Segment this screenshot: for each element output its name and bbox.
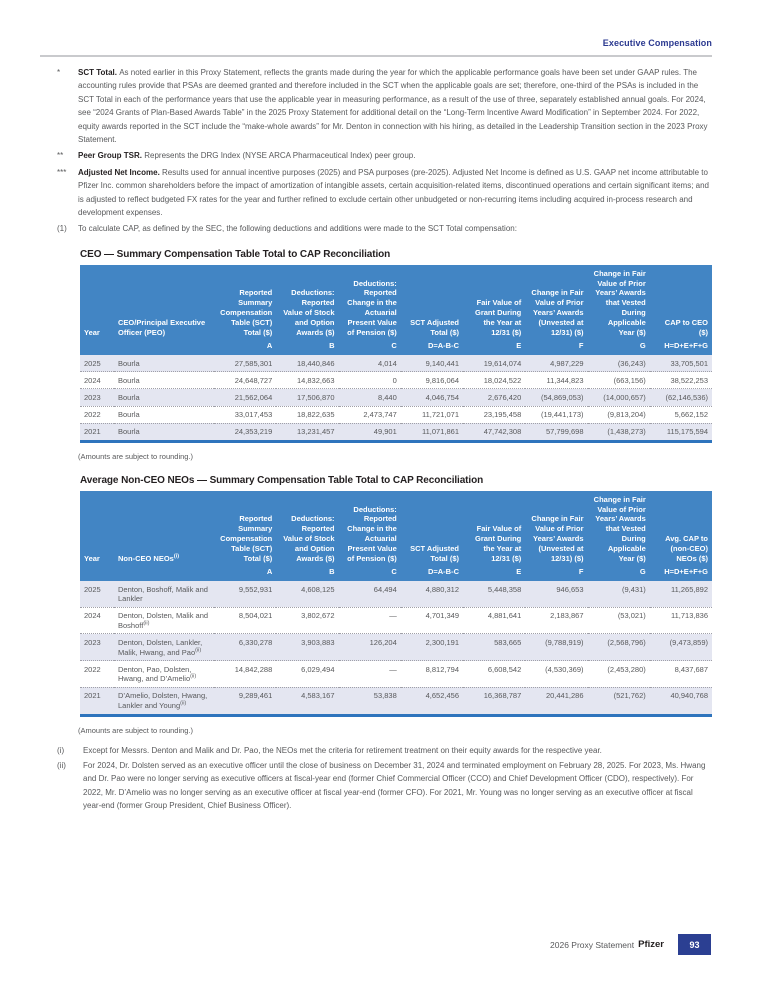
page-footer (550, 934, 711, 955)
value-cell: 53,838 (339, 687, 401, 715)
table-row (80, 607, 712, 634)
value-cell: (9,788,919) (525, 634, 587, 661)
section-label: Executive Compensation (602, 38, 712, 48)
table-row (80, 661, 712, 688)
value-cell: 9,140,441 (425, 358, 459, 368)
value-cell: (9,431) (621, 584, 646, 594)
column-header-avg-cap: Avg. CAP to (non-CEO) NEOs ($) (650, 491, 712, 567)
page-number-badge: 93 (678, 934, 711, 955)
footnote-body: Except for Messrs. Denton and Malik and Dr. Pao, the NEOs met the criteria for retirement treatment on their equity awards for the respective year. (83, 745, 602, 755)
value-cell: 5,448,358 (487, 584, 522, 594)
footnote-ii (40, 759, 712, 813)
value-cell: 33,705,501 (670, 358, 708, 368)
footnote-text (78, 222, 712, 235)
column-header-year: Year (80, 265, 114, 341)
value-cell: 18,822,635 (276, 406, 338, 423)
value-cell: 27,585,301 (234, 358, 273, 368)
column-letter-b: B (276, 566, 338, 581)
neo-names-cell (114, 581, 214, 607)
value-cell: 946,653 (556, 584, 584, 594)
footnote-body: As noted earlier in this Proxy Statement, reflects the grants made during the year for which the applicable performance goals have been set under GAAP rules. The accounting rules provide that PSAs are deemed granted and therefore included in the SCT when the applicable goals are set; therefore, one-third of the PSAs is included in the SCT Total in each of the performance years that use the applicable year in measuring performance, as a result of the use of three, separately established annual goals. For 2024, see “2024 Grants of Plan-Based Awards Table” in the 2025 Proxy Statement for additional detail on the “Long-Term Incentive Award Modification” in September 2024. For 2022, equity awards reported in the SCT include the “make-whole awards” for Mr. Denton in connection with his hiring, as detailed in the Leadership Transition section in the 2023 Proxy Statement. (78, 68, 708, 145)
column-header-sct-total: Reported Summary Compensation Table (SCT) Total ($) (214, 491, 276, 567)
column-header-neos (114, 491, 214, 567)
column-letter-g: G (588, 566, 650, 581)
column-header-deductions-awards: Deductions: Reported Value of Stock and Option Awards ($) (276, 265, 338, 341)
column-letter-d: D=A-B-C (401, 566, 463, 581)
value-cell: 11,071,861 (401, 423, 463, 441)
ceo-table-letter-row (80, 340, 712, 355)
footnote-sct-total (40, 66, 712, 146)
footer-brand-pfizer: Pfizer (638, 939, 664, 950)
year-cell: 2024 (80, 372, 114, 389)
value-cell: 115,175,594 (650, 423, 712, 441)
column-header-deductions-awards: Deductions: Reported Value of Stock and Option Awards ($) (276, 491, 338, 567)
column-letter (114, 566, 214, 581)
header-rule (40, 55, 712, 57)
footnote-i (40, 744, 712, 757)
year-cell: 2025 (84, 358, 101, 368)
value-cell: 8,440 (339, 389, 401, 406)
table-row (80, 581, 712, 607)
ceo-table-title: CEO — Summary Compensation Table Total to CAP Reconciliation (80, 248, 391, 260)
column-header-change-vested: Change in Fair Value of Prior Years’ Awards that Vested During Applicable Year ($) (588, 265, 650, 341)
column-letter-e: E (463, 566, 525, 581)
footnote-marker: *** (57, 167, 67, 177)
value-cell: (1,438,273) (588, 423, 650, 441)
table-row (80, 355, 712, 372)
column-header-change-unvested: Change in Fair Value of Prior Years’ Awards (Unvested at 12/31) ($) (525, 265, 587, 341)
neo-names: Denton, Dolsten, Malik and Boshoff (118, 611, 209, 630)
column-header-fair-value-grant: Fair Value of Grant During the Year at 12/31 ($) (463, 265, 525, 341)
value-cell: 47,742,308 (463, 423, 525, 441)
column-header-year: Year (80, 491, 114, 567)
value-cell: (36,243) (617, 358, 646, 368)
peo-name-cell: Bourla (118, 358, 140, 368)
value-cell: 9,552,931 (238, 584, 273, 594)
value-cell: 2,183,867 (525, 607, 587, 634)
neo-cap-table (80, 491, 712, 717)
value-cell: 4,608,125 (301, 584, 335, 594)
column-header-cap: CAP to CEO ($) (650, 265, 712, 341)
column-header-sct-adjusted: SCT Adjusted Total ($) (401, 265, 463, 341)
column-header-sct-total: Reported Summary Compensation Table (SCT) Total ($) (214, 265, 276, 341)
value-cell: 8,504,021 (214, 607, 276, 634)
value-cell: (2,568,796) (588, 634, 650, 661)
table-row (80, 634, 712, 661)
neo-names-cell (114, 607, 214, 634)
value-cell: — (339, 661, 401, 688)
footnote-label: SCT Total. (78, 68, 120, 77)
column-letter (114, 340, 214, 355)
value-cell: 4,652,456 (401, 687, 463, 715)
value-cell: 3,802,672 (276, 607, 338, 634)
value-cell: 38,522,253 (650, 372, 712, 389)
value-cell: 4,046,754 (401, 389, 463, 406)
value-cell: 11,713,836 (650, 607, 712, 634)
table-row (80, 372, 712, 389)
neo-names: D’Amelio, Dolsten, Hwang, Lankler and Young (118, 691, 208, 710)
column-letter-c: C (339, 566, 401, 581)
footnote-marker: ** (57, 151, 64, 161)
value-cell: 6,608,542 (463, 661, 525, 688)
footnote-ref-sup: (ii) (190, 673, 197, 680)
column-letter (80, 566, 114, 581)
table-row (80, 406, 712, 423)
value-cell: (2,453,280) (588, 661, 650, 688)
table-row (80, 389, 712, 406)
column-letter-a: A (214, 340, 276, 355)
column-letter-c: C (339, 340, 401, 355)
ceo-table-header-row (80, 265, 712, 341)
column-letter-e: E (463, 340, 525, 355)
value-cell: 49,901 (339, 423, 401, 441)
footer-statement: 2026 Proxy Statement (550, 939, 635, 950)
neo-names: Denton, Boshoff, Malik and Lankler (118, 584, 208, 604)
value-cell: (14,000,657) (588, 389, 650, 406)
column-letter (80, 340, 114, 355)
value-cell: 4,881,641 (463, 607, 525, 634)
value-cell: 18,024,522 (463, 372, 525, 389)
peo-name-cell: Bourla (114, 406, 214, 423)
footnote-label: Adjusted Net Income. (78, 167, 163, 177)
neo-table-letter-row (80, 566, 712, 581)
value-cell: 8,437,687 (650, 661, 712, 688)
ceo-cap-table (80, 265, 712, 443)
column-letter-a: A (214, 566, 276, 581)
value-cell: (19,441,173) (525, 406, 587, 423)
value-cell: 17,506,870 (276, 389, 338, 406)
neo-table-header-row (80, 491, 712, 567)
column-letter-f: F (525, 340, 587, 355)
year-cell: 2023 (80, 634, 114, 661)
neo-names: Denton, Dolsten, Lankler, Malik, Hwang, and Pao (118, 637, 203, 657)
rounding-note: (Amounts are subject to rounding.) (78, 725, 194, 735)
value-cell: 126,204 (339, 634, 401, 661)
value-cell: 2,473,747 (339, 406, 401, 423)
value-cell: 40,940,768 (650, 687, 712, 715)
value-cell: 13,231,457 (276, 423, 338, 441)
value-cell: 5,662,152 (650, 406, 712, 423)
value-cell: 11,721,071 (401, 406, 463, 423)
value-cell: 9,289,461 (214, 687, 276, 715)
top-footnotes (40, 66, 712, 236)
footnote-cap-calculation (40, 222, 712, 235)
rounding-note: (Amounts are subject to rounding.) (78, 451, 194, 461)
value-cell: 57,799,698 (525, 423, 587, 441)
value-cell: 6,330,278 (214, 634, 276, 661)
neo-names-cell (114, 634, 214, 661)
value-cell: 24,353,219 (214, 423, 276, 441)
footnote-marker: * (57, 68, 61, 77)
peo-name-cell: Bourla (114, 372, 214, 389)
column-header-text: Non-CEO NEOs (118, 553, 174, 563)
footnote-marker: (ii) (57, 760, 66, 770)
value-cell: 19,614,074 (483, 358, 522, 368)
value-cell: (663,156) (588, 372, 650, 389)
value-cell: 16,368,787 (463, 687, 525, 715)
footnote-ref-sup: (i) (173, 553, 180, 559)
peo-name-cell: Bourla (114, 423, 214, 441)
footnote-text (78, 149, 712, 162)
year-cell: 2021 (80, 423, 114, 441)
neo-names-cell (114, 661, 214, 688)
value-cell: 8,812,794 (401, 661, 463, 688)
value-cell: — (339, 607, 401, 634)
footnote-marker: (i) (57, 745, 65, 755)
column-letter-h: H=D+E+F+G (650, 340, 712, 355)
value-cell: (4,530,369) (525, 661, 587, 688)
year-cell: 2023 (80, 389, 114, 406)
peo-name-cell: Bourla (114, 389, 214, 406)
value-cell: 11,344,823 (525, 372, 587, 389)
value-cell: (9,813,204) (588, 406, 650, 423)
footnote-body: Results used for annual incentive purposes (2025) and PSA purposes (pre-2025). Adjusted Net Income is defined as U.S. GAAP net income attributable to Pfizer Inc. common shareholders before the impact of amortization of intangible assets, certain acquisition-related items, discontinued operations and certain significant items; and is adjusted to reflect budgeted FX rates for the year and further refined to exclude certain other unbudgeted or non-recurring items including acquired in-process research and development expenses. (78, 167, 709, 218)
year-cell: 2024 (80, 607, 114, 634)
value-cell: 14,842,288 (214, 661, 276, 688)
year-cell: 2021 (80, 687, 114, 715)
value-cell: 14,832,663 (276, 372, 338, 389)
value-cell: 33,017,453 (214, 406, 276, 423)
value-cell: 4,987,229 (550, 358, 584, 368)
neo-names: Denton, Pao, Dolsten, Hwang, and D’Amelio (118, 664, 192, 684)
value-cell: (521,762) (588, 687, 650, 715)
value-cell: 9,816,064 (401, 372, 463, 389)
column-header-deductions-pension: Deductions: Reported Change in the Actuarial Present Value of Pension ($) (339, 491, 401, 567)
value-cell: 583,665 (463, 634, 525, 661)
column-letter-b: B (276, 340, 338, 355)
footnote-ref-sup: (ii) (143, 620, 150, 627)
column-letter-g: G (588, 340, 650, 355)
footnote-text (78, 166, 712, 220)
column-header-fair-value-grant: Fair Value of Grant During the Year at 12/31 ($) (463, 491, 525, 567)
value-cell: 2,676,420 (463, 389, 525, 406)
value-cell: (54,869,053) (525, 389, 587, 406)
value-cell: 4,701,349 (401, 607, 463, 634)
value-cell: (53,021) (588, 607, 650, 634)
footnote-body: To calculate CAP, as defined by the SEC, the following deductions and additions were made to the SCT Total compensation: (78, 224, 517, 234)
column-letter-f: F (525, 566, 587, 581)
value-cell: 24,648,727 (214, 372, 276, 389)
value-cell: 18,440,846 (296, 358, 335, 368)
footnote-ref-sup: (ii) (180, 700, 187, 707)
bottom-footnotes (40, 744, 712, 813)
column-header-change-vested: Change in Fair Value of Prior Years’ Awards that Vested During Applicable Year ($) (588, 491, 650, 567)
column-letter-h: H=D+E+F+G (650, 566, 712, 581)
value-cell: 2,300,191 (401, 634, 463, 661)
table-row (80, 423, 712, 441)
value-cell: 6,029,494 (276, 661, 338, 688)
value-cell: 11,265,892 (671, 584, 708, 594)
column-header-sct-adjusted: SCT Adjusted Total ($) (401, 491, 463, 567)
footnote-marker: (1) (57, 224, 67, 234)
year-cell: 2022 (80, 661, 114, 688)
footnote-text (78, 66, 712, 146)
footnote-body: Represents the DRG Index (NYSE ARCA Pharmaceutical Index) peer group. (144, 151, 416, 161)
neo-names-cell (114, 687, 214, 715)
column-letter-d: D=A-B-C (401, 340, 463, 355)
value-cell: 4,880,312 (425, 584, 459, 594)
footnote-label: Peer Group TSR. (78, 151, 145, 161)
year-cell: 2022 (80, 406, 114, 423)
value-cell: (62,146,536) (650, 389, 712, 406)
neo-table-title: Average Non-CEO NEOs — Summary Compensation Table Total to CAP Reconciliation (80, 474, 484, 486)
value-cell: (9,473,859) (650, 634, 712, 661)
value-cell: 20,441,286 (525, 687, 587, 715)
year-cell: 2025 (84, 584, 101, 594)
footnote-adjusted-net-income (40, 166, 712, 220)
value-cell: 23,195,458 (463, 406, 525, 423)
footnote-ref-sup: (ii) (195, 647, 202, 654)
value-cell: 64,494 (373, 584, 397, 594)
column-header-deductions-pension: Deductions: Reported Change in the Actuarial Present Value of Pension ($) (339, 265, 401, 341)
value-cell: 4,583,167 (276, 687, 338, 715)
table-row (80, 687, 712, 715)
value-cell: 4,014 (377, 358, 397, 368)
column-header-change-unvested: Change in Fair Value of Prior Years’ Awards (Unvested at 12/31) ($) (525, 491, 587, 567)
value-cell: 3,903,883 (276, 634, 338, 661)
value-cell: 21,562,064 (214, 389, 276, 406)
footnote-peer-group-tsr (40, 149, 712, 162)
value-cell: 0 (339, 372, 401, 389)
column-header-peo: CEO/Principal Executive Officer (PEO) (114, 265, 214, 341)
footnote-body: For 2024, Dr. Dolsten served as an executive officer until the close of business on December 31, 2024 and terminated employment on February 28, 2025. For 2023, Ms. Hwang and Dr. Pao were no longer serving as executive officers at fiscal-year end (former Chief Commercial Officer (CCO) and Chief Development Officer (CDO), respectively). For 2022, Mr. D’Amelio was no longer serving as an executive officer at fiscal year-end (former CFO). For 2021, Mr. Young was no longer serving as an executive officer at fiscal year-end (former Group President, Chief Business Officer). (83, 760, 706, 811)
